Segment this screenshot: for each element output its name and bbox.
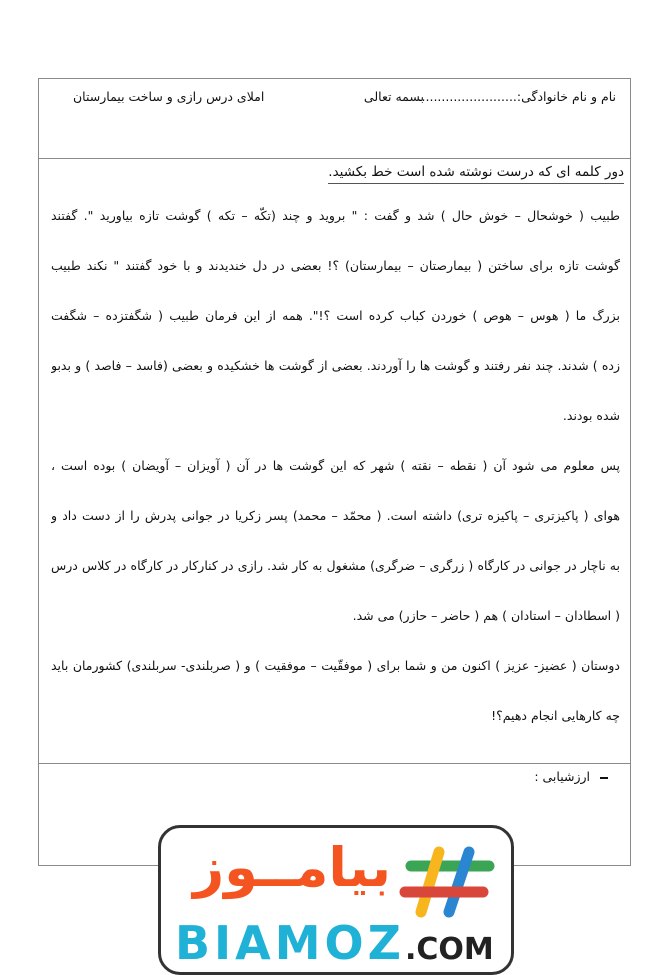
text-line: طبیب ( خوشحال – خوش حال ) شد و گفت : " بروید و چند (تکّه – تکه ) گوشت تازه بیاورید ". گفتند xyxy=(51,208,620,223)
text-line: زده ) شدند. چند نفر رفتند و گوشت ها را آوردند. بعضی از گوشت ها خشکیده و بعضی (فاسد – فاصد ) و بدبو xyxy=(51,358,620,373)
text-line: بزرگ ما ( هوس – هوص ) خوردن کباب کرده است ؟!". همه از این فرمان طبیب ( شگفتزده – شگفت xyxy=(51,308,620,323)
text-line: چه کارهایی انجام دهیم؟! xyxy=(491,708,620,723)
bismillah-text: بسمه تعالی xyxy=(363,89,424,104)
evaluation-text: ارزشیابی : xyxy=(534,769,590,784)
text-line: هوای ( پاکیزتری – پاکیزه تری) داشته است. ( محمّد – محمد) پسر زکریا در جوانی پدرش را از دست داد و xyxy=(51,508,620,523)
hashtag-icon xyxy=(397,846,497,918)
paragraph-3 xyxy=(51,655,620,755)
evaluation-label xyxy=(534,769,608,784)
logo-persian-text: بیامــوز xyxy=(193,836,391,899)
bullet-dash-icon xyxy=(600,777,608,779)
logo-domain-suffix: .COM xyxy=(405,932,494,967)
logo-latin-text xyxy=(175,916,494,970)
biamoz-logo[interactable] xyxy=(158,825,514,975)
text-line: به ناچار در جوانی در کارگاه ( زرگری – ضرگری) مشغول به کار شد. رازی در کنارکار در کارگاه در کلاس درس xyxy=(51,558,620,573)
logo-brand: BIAMOZ xyxy=(175,916,406,970)
worksheet xyxy=(38,78,631,866)
paragraph-1 xyxy=(51,205,620,455)
student-name-field[interactable]: نام و نام خانوادگی:......................... xyxy=(417,89,616,104)
text-line: شده بودند. xyxy=(562,408,620,423)
dictation-body xyxy=(39,158,630,764)
text-line: دوستان ( عضیز- عزیز ) اکنون من و شما برای ( موفقّیت – موفقیت ) و ( صربلندی- سربلندی) کشورمان باید xyxy=(51,658,620,673)
instruction-text: دور کلمه ای که درست نوشته شده است خط بکشید. xyxy=(328,164,624,184)
text-line: گوشت تازه برای ساختن ( بیمارصتان – بیمارستان) ؟! بعضی در دل خندیدند و با خود گفتند " نکند طبیب xyxy=(51,258,620,273)
text-line: ( اسطادان – استادان ) هم ( حاضر – حازر) می شد. xyxy=(352,608,620,623)
header-row xyxy=(39,79,630,159)
worksheet-title: املای درس رازی و ساخت بیمارستان xyxy=(73,89,265,104)
paragraph-2 xyxy=(51,455,620,655)
text-line: پس معلوم می شود آن ( نقطه – نقته ) شهر که این گوشت ها در آن ( آویزان – آویضان ) بوده است ، xyxy=(51,458,620,473)
